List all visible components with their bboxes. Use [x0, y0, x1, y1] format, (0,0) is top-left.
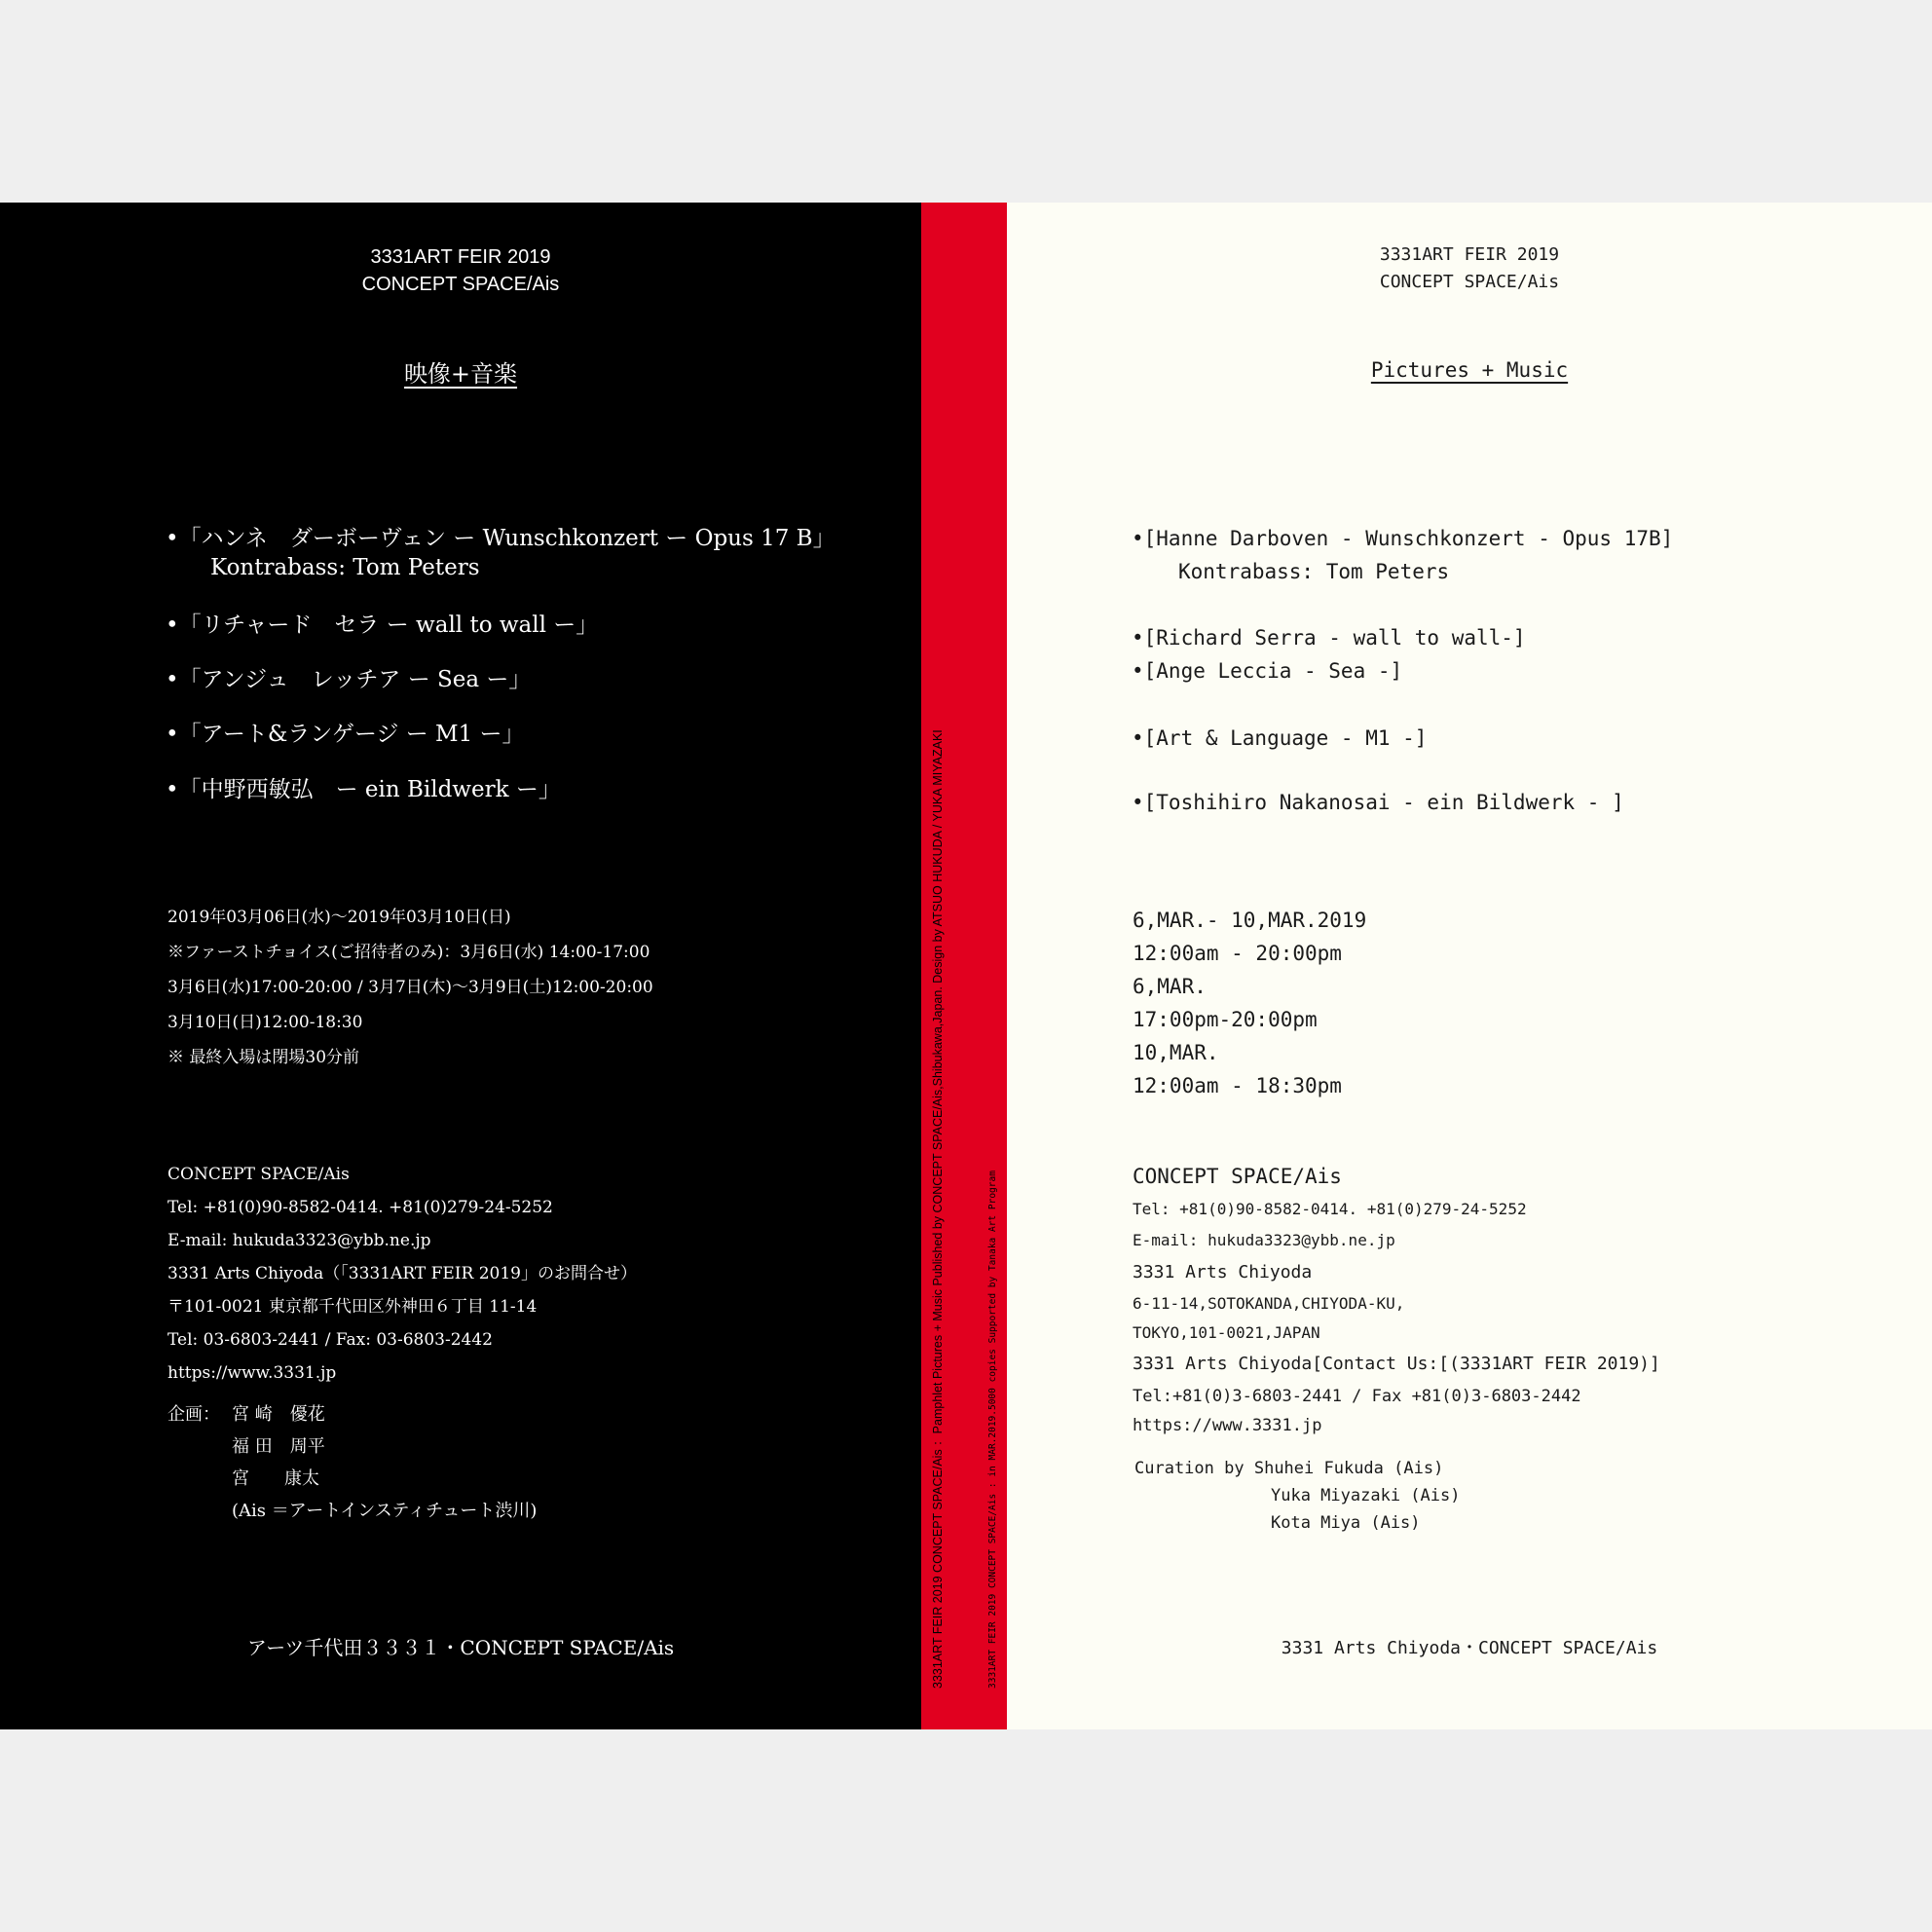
date-line: 12:00am - 20:00pm	[1133, 942, 1342, 965]
left-work-item: •「アンジュ レッチア ー Sea ー」	[166, 667, 532, 692]
right-header	[1007, 242, 1932, 296]
spine-text-publisher: 3331ART FEIR 2019 CONCEPT SPACE/Ais ：Pamphlet Pictures + Music Published by CONCEPT SPACE/Ais,Shibukawa,Japan. Design by ATSUO HUKUDA / YUKA MIYAZAKI	[931, 729, 945, 1689]
right-work-item: •[Art & Language - M1 -]	[1132, 726, 1428, 750]
contact-line: 3331 Arts Chiyoda	[1133, 1262, 1313, 1282]
left-header-line1: 3331ART FEIR 2019	[370, 246, 551, 268]
schedule-line: 3月10日(日)12:00-18:30	[167, 1013, 363, 1032]
right-work-item: •[Richard Serra - wall to wall-]	[1132, 626, 1526, 650]
credits-name: Shuhei Fukuda (Ais)	[1253, 1459, 1444, 1478]
right-footer: 3331 Arts Chiyoda・CONCEPT SPACE/Ais	[1281, 1638, 1658, 1658]
contact-name: CONCEPT SPACE/Ais	[1133, 1165, 1342, 1188]
right-schedule	[1133, 904, 1366, 1102]
left-contact	[167, 1158, 637, 1390]
credits-name: Kota Miya (Ais)	[1271, 1513, 1421, 1533]
credits-row	[1134, 1455, 1460, 1482]
right-header-line2: CONCEPT SPACE/Ais	[1379, 272, 1560, 292]
left-work-item	[166, 524, 836, 582]
credits-name: Yuka Miyazaki (Ais)	[1271, 1486, 1461, 1505]
credits-row	[1134, 1509, 1460, 1537]
right-subtitle-text: Pictures + Music	[1370, 358, 1569, 382]
right-subtitle	[1007, 358, 1932, 382]
left-work-title: •「ハンネ ダーボーヴェン ー Wunschkonzert ー Opus 17 B」	[166, 526, 836, 551]
credits-label: Curation by	[1134, 1459, 1245, 1478]
right-work-title: •[Hanne Darboven - Wunschkonzert - Opus 17B]	[1132, 527, 1674, 550]
right-work-cont: Kontrabass: Tom Peters	[1178, 560, 1450, 583]
schedule-line: ※ 最終入場は閉場30分前	[167, 1048, 360, 1067]
contact-line: E-mail: hukuda3323@ybb.ne.jp	[1133, 1231, 1395, 1249]
right-contact	[1133, 1159, 1660, 1439]
contact-line: 6-11-14,SOTOKANDA,CHIYODA-KU,	[1133, 1294, 1405, 1313]
tel-line: Tel:+81(0)3-6803-2441 / Fax +81(0)3-6803-2442	[1133, 1387, 1581, 1406]
date-line: 10,MAR.	[1133, 1041, 1219, 1064]
left-header	[0, 243, 921, 298]
left-page-japanese	[0, 203, 921, 1729]
pamphlet-spread	[0, 203, 1932, 1729]
right-work-item: •[Toshihiro Nakanosai - ein Bildwerk - ]	[1132, 791, 1624, 814]
contact-line: E-mail: hukuda3323@ybb.ne.jp	[167, 1231, 431, 1250]
left-header-line2: CONCEPT SPACE/Ais	[361, 274, 560, 295]
left-credits	[167, 1398, 537, 1527]
contact-line: 〒101-0021 東京都千代田区外神田６丁目 11-14	[167, 1297, 538, 1317]
right-work-item: •[Ange Leccia - Sea -]	[1132, 659, 1403, 683]
left-work-item: •「アート&ランゲージ ー M1 ー」	[166, 722, 525, 747]
left-footer: アーツ千代田３３３１・CONCEPT SPACE/Ais	[246, 1636, 675, 1659]
spine-text-edition: 3331ART FEIR 2019 CONCEPT SPACE/Ais : in MAR.2019.5000 copies Supported by Tanaka Art Program	[987, 1170, 998, 1689]
date-line: 6,MAR.- 10,MAR.2019	[1133, 909, 1367, 932]
contact-line: TOKYO,101-0021,JAPAN	[1133, 1323, 1320, 1342]
right-header-line1: 3331ART FEIR 2019	[1379, 244, 1560, 265]
contact-line: Tel: +81(0)90-8582-0414. +81(0)279-24-5252	[1133, 1200, 1527, 1218]
schedule-line: 2019年03月06日(水)〜2019年03月10日(日)	[167, 908, 511, 927]
schedule-line: ※ファーストチョイス(ご招待者のみ)：3月6日(水) 14:00-17:00	[167, 943, 650, 962]
left-subtitle	[0, 354, 921, 389]
credits-name: (Ais ＝アートインスティチュート渋川)	[232, 1501, 538, 1521]
left-work-item: •「中野西敏弘 ー ein Bildwerk ー」	[166, 777, 561, 802]
left-schedule	[167, 900, 653, 1075]
credits-row	[167, 1463, 537, 1495]
right-credits	[1134, 1455, 1460, 1537]
credits-label: 企画：	[167, 1404, 220, 1425]
credits-name: 福 田 周平	[232, 1436, 325, 1457]
url-line: https://www.3331.jp	[1133, 1416, 1322, 1435]
contact-line: Tel: 03-6803-2441 / Fax: 03-6803-2442	[167, 1330, 493, 1350]
right-work-item	[1132, 522, 1673, 588]
credits-row	[1134, 1482, 1460, 1509]
contact-us-line: 3331 Arts Chiyoda[Contact Us:[(3331ART FEIR 2019)]	[1133, 1354, 1660, 1374]
contact-line: https://www.3331.jp	[167, 1363, 337, 1383]
right-page-english	[1007, 203, 1932, 1729]
left-subtitle-text: 映像+音楽	[403, 360, 518, 388]
contact-line: Tel: +81(0)90-8582-0414. +81(0)279-24-5252	[167, 1198, 553, 1217]
date-line: 6,MAR.	[1133, 975, 1207, 998]
credits-row	[167, 1398, 537, 1430]
schedule-line: 3月6日(水)17:00-20:00 / 3月7日(木)〜3月9日(土)12:00-20:00	[167, 978, 653, 997]
credits-name: 宮 崎 優花	[232, 1404, 325, 1425]
left-work-cont: Kontrabass: Tom Peters	[210, 555, 480, 580]
contact-line: CONCEPT SPACE/Ais	[167, 1165, 350, 1184]
contact-line: 3331 Arts Chiyoda（「3331ART FEIR 2019」のお問合せ）	[167, 1264, 637, 1283]
left-work-item: •「リチャード セラ ー wall to wall ー」	[166, 613, 599, 638]
credits-row	[167, 1495, 537, 1527]
date-line: 12:00am - 18:30pm	[1133, 1074, 1342, 1097]
credits-row	[167, 1430, 537, 1463]
date-line: 17:00pm-20:00pm	[1133, 1008, 1318, 1031]
credits-name: 宮 康太	[232, 1468, 319, 1489]
